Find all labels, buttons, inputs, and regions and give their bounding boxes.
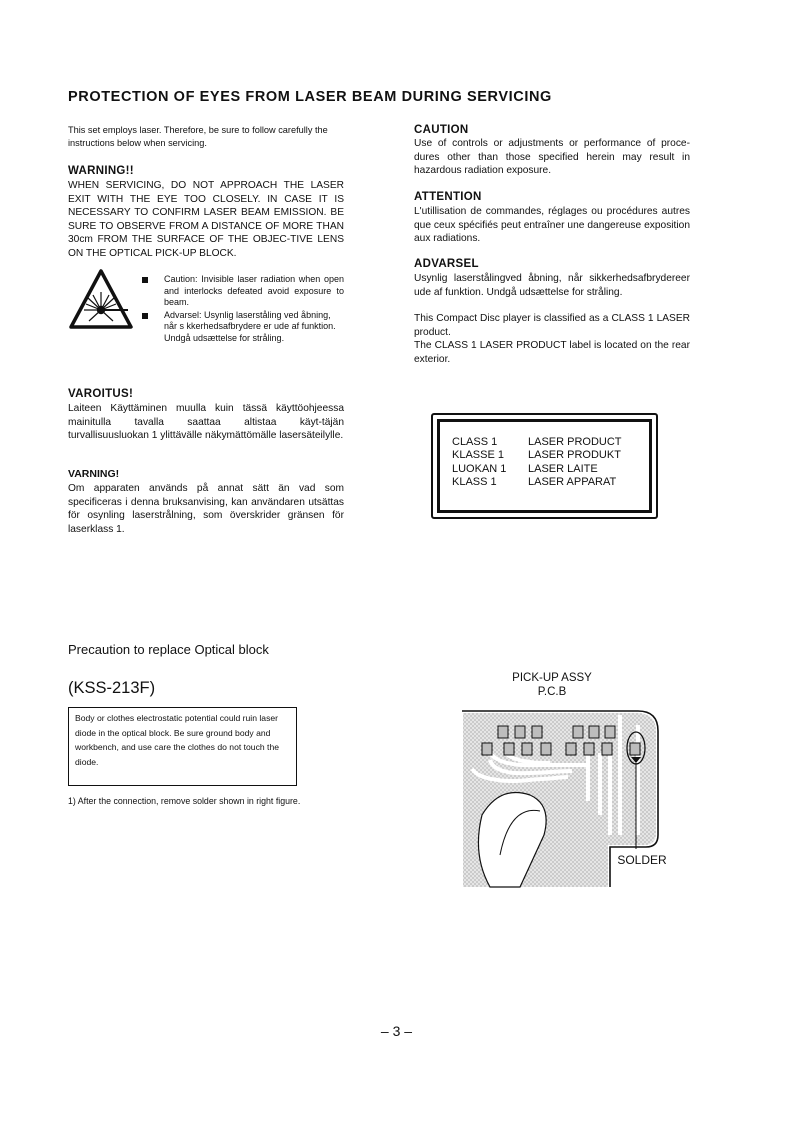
label-row bbox=[452, 436, 622, 449]
label-product: LASER PRODUKT bbox=[528, 449, 621, 462]
pickup-assy-label: PICK-UP ASSY bbox=[512, 672, 592, 684]
attention-text: L'utillisation de commandes, réglages ou procédures autres que ceux spécifiés peut entraîner une dangereuse exposition aux radiations. bbox=[414, 206, 690, 244]
caution-text: Use of controls or adjustments or performance of proce-dures other than those specified herein may result in hazardous radiation exposure. bbox=[414, 138, 690, 176]
varning-text: Om apparaten används på annat sätt än vad som specificeras i denna bruksanvising, kan användaren utsättas för osynling laserstrålning, som överskrider gränsen för laserklass 1. bbox=[68, 483, 344, 535]
label-class: KLASS 1 bbox=[452, 476, 497, 489]
solder-label: SOLDER bbox=[617, 853, 667, 867]
label-row bbox=[452, 449, 622, 462]
varning-heading: VARNING! bbox=[68, 468, 120, 480]
warning-text: WHEN SERVICING, DO NOT APPROACH THE LASER EXIT WITH THE EYE TOO CLOSELY. IN CASE IT IS NECESSARY TO CONFIRM LASER BEAM EMISSION. BE SURE TO OBSERVE FROM A DISTANCE OF MORE THAN 30cm FROM THE SURFACE OF THE OBJEC-TIVE LENS ON THE OPTICAL PICK-UP BLOCK. bbox=[68, 180, 344, 259]
label-row bbox=[452, 476, 622, 489]
bullet-square-icon bbox=[142, 313, 148, 319]
label-product: LASER PRODUCT bbox=[528, 436, 622, 448]
warning-heading: WARNING!! bbox=[68, 165, 134, 177]
caution-heading: CAUTION bbox=[414, 124, 469, 136]
list-item bbox=[142, 274, 344, 309]
laser-hazard-icon bbox=[68, 268, 134, 330]
label-row bbox=[452, 463, 622, 476]
pcb-label: P.C.B bbox=[537, 686, 567, 698]
advarsel-heading: ADVARSEL bbox=[414, 258, 479, 270]
class1-label-table bbox=[452, 436, 622, 490]
laser-caution-list bbox=[142, 274, 344, 345]
class-info-line1: This Compact Disc player is classified as a CLASS 1 LASER product. bbox=[414, 313, 690, 338]
page-title: PROTECTION OF EYES FROM LASER BEAM DURING SERVICING bbox=[68, 89, 552, 105]
list-item bbox=[142, 310, 344, 345]
model-number: (KSS-213F) bbox=[68, 679, 156, 697]
precaution-heading: Precaution to replace Optical block bbox=[68, 642, 269, 657]
class-info-text bbox=[414, 312, 690, 366]
varoitus-heading: VAROITUS! bbox=[68, 388, 134, 400]
esd-note-box bbox=[68, 707, 297, 786]
bullet-caution-text: Caution: Invisible laser radiation when open and interlocks defeated avoid exposure to beam. bbox=[164, 274, 344, 308]
label-product: LASER LAITE bbox=[528, 462, 598, 475]
step-1-text: 1) After the connection, remove solder shown in right figure. bbox=[68, 796, 301, 806]
bullet-advarsel-text: Advarsel: Usynlig laserståling ved åbning, når s kkerhedsafbrydere er ude af funktion. Undgå udsættelse for stråling. bbox=[164, 309, 336, 343]
advarsel-text: Usynlig laserstålingved åbning, når sikkerhedsafbrydereer ude af funktion. Undgå udsættelse for stråling. bbox=[414, 273, 690, 298]
class-info-line2: The CLASS 1 LASER PRODUCT label is located on the rear exterior. bbox=[414, 340, 690, 365]
label-class: KLASSE 1 bbox=[452, 449, 504, 462]
intro-text: This set employs laser. Therefore, be sure to follow carefully the instructions below when servicing. bbox=[68, 125, 328, 148]
label-class: LUOKAN 1 bbox=[452, 462, 507, 475]
attention-heading: ATTENTION bbox=[414, 191, 482, 203]
label-product: LASER APPARAT bbox=[528, 476, 617, 489]
bullet-square-icon bbox=[142, 277, 148, 283]
varoitus-text: Laiteen Käyttäminen muulla kuin tässä käyttöohjeessa mainitulla tavalla saattaa altistaa käyt-täjän turvallisuusluokan 1 ylittävälle näkymättömälle lasersäteilylle. bbox=[68, 403, 344, 441]
page-number: – 3 – bbox=[380, 1023, 413, 1039]
esd-note-text: Body or clothes electrostatic potential could ruin laser diode in the optical block. Be sure ground body and workbench, and use care the clothes do not touch the diode. bbox=[75, 713, 279, 767]
label-class: CLASS 1 bbox=[452, 436, 498, 448]
